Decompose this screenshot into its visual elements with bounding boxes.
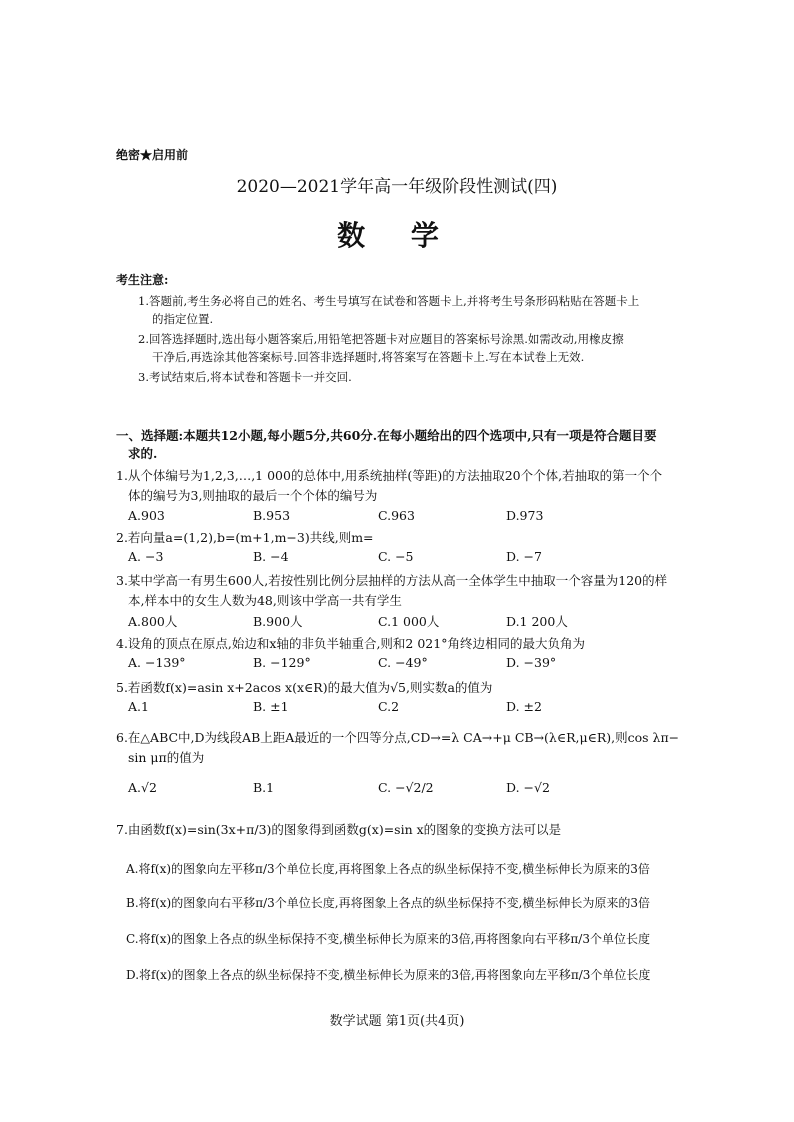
question-4: 4.设角的顶点在原点,始边和x轴的非负半轴重合,则和2 021°角终边相同的最大负角为: [116, 636, 585, 651]
q6-option-c: C. −√2/2: [378, 780, 434, 795]
q4-option-d: D. −39°: [506, 655, 557, 670]
question-1-cont: 体的编号为3,则抽取的最后一个个体的编号为: [128, 488, 378, 503]
q6-option-d: D. −√2: [506, 780, 550, 795]
question-7: 7.由函数f(x)=sin(3x+π/3)的图象得到函数g(x)=sin x的图象的变换方法可以是: [116, 822, 562, 837]
notes-heading: 考生注意:: [116, 273, 169, 287]
question-3-cont: 本,样本中的女生人数为48,则该中学高一共有学生: [128, 593, 402, 608]
note-2: 2.回答选择题时,选出每小题答案后,用铅笔把答题卡对应题目的答案标号涂黑.如需改动,用橡皮擦: [138, 332, 624, 346]
q5-option-d: D. ±2: [506, 699, 542, 714]
section-heading-cont: 求的.: [128, 446, 158, 461]
q6-option-a: A.√2: [128, 780, 157, 795]
question-5: 5.若函数f(x)=asin x+2acos x(x∈R)的最大值为√5,则实数a的值为: [116, 680, 493, 695]
note-1-cont: 的指定位置.: [152, 312, 214, 326]
question-6: 6.在△ABC中,D为线段AB上距A最近的一个四等分点,CD→=λ CA→+μ CB→(λ∈R,μ∈R),则cos λπ−: [116, 730, 680, 745]
q1-option-c: C.963: [378, 508, 415, 523]
q5-option-b: B. ±1: [253, 699, 289, 714]
q7-option-d: D.将f(x)的图象上各点的纵坐标保持不变,横坐标伸长为原来的3倍,再将图象向左平移π/3个单位长度: [126, 968, 651, 982]
q2-option-c: C. −5: [378, 549, 414, 564]
q4-option-c: C. −49°: [378, 655, 428, 670]
note-1: 1.答题前,考生务必将自己的姓名、考生号填写在试卷和答题卡上,并将考生号条形码粘贴在答题卡上: [138, 294, 640, 308]
question-3: 3.某中学高一有男生600人,若按性别比例分层抽样的方法从高一全体学生中抽取一个容量为120的样: [116, 573, 668, 588]
q7-option-a: A.将f(x)的图象向左平移π/3个单位长度,再将图象上各点的纵坐标保持不变,横坐标伸长为原来的3倍: [126, 862, 650, 876]
exam-title: 2020—2021学年高一年级阶段性测试(四): [236, 177, 558, 197]
question-1: 1.从个体编号为1,2,3,…,1 000的总体中,用系统抽样(等距)的方法抽取20个个体,若抽取的第一个个: [116, 468, 663, 483]
question-2: 2.若向量a=(1,2),b=(m+1,m−3)共线,则m=: [116, 530, 374, 545]
q5-option-c: C.2: [378, 699, 400, 714]
q2-option-b: B. −4: [253, 549, 289, 564]
q1-option-b: B.953: [253, 508, 291, 523]
q6-option-b: B.1: [253, 780, 275, 795]
section-heading: 一、选择题:本题共12小题,每小题5分,共60分.在每小题给出的四个选项中,只有一项是符合题目要: [116, 428, 657, 443]
q2-option-d: D. −7: [506, 549, 542, 564]
q3-option-a: A.800人: [128, 614, 178, 629]
q3-option-b: B.900人: [253, 614, 303, 629]
confidential-label: 绝密★启用前: [116, 148, 189, 162]
page-footer: 数学试题 第1页(共4页): [329, 1014, 465, 1029]
question-6-cont: sin μπ的值为: [128, 750, 205, 765]
q3-option-d: D.1 200人: [506, 614, 568, 629]
q3-option-c: C.1 000人: [378, 614, 440, 629]
q7-option-b: B.将f(x)的图象向右平移π/3个单位长度,再将图象上各点的纵坐标保持不变,横坐标伸长为原来的3倍: [126, 896, 651, 910]
q2-option-a: A. −3: [128, 549, 164, 564]
q1-option-d: D.973: [506, 508, 544, 523]
q1-option-a: A.903: [128, 508, 165, 523]
q4-option-a: A. −139°: [128, 655, 186, 670]
q5-option-a: A.1: [128, 699, 149, 714]
subject-title: 数 学: [337, 219, 457, 252]
q4-option-b: B. −129°: [253, 655, 311, 670]
q7-option-c: C.将f(x)的图象上各点的纵坐标保持不变,横坐标伸长为原来的3倍,再将图象向右平移π/3个单位长度: [126, 932, 650, 946]
note-2-cont: 干净后,再选涂其他答案标号.回答非选择题时,将答案写在答题卡上.写在本试卷上无效.: [152, 350, 585, 364]
note-3: 3.考试结束后,将本试卷和答题卡一并交回.: [138, 370, 352, 384]
